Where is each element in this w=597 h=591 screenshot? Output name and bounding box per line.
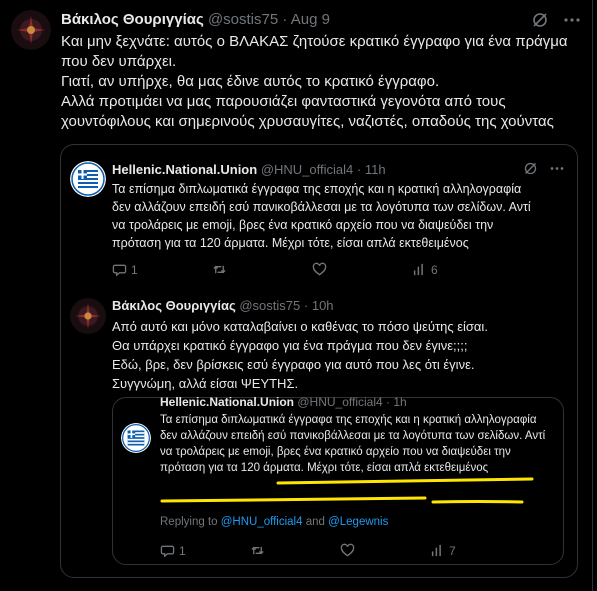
views-count: 7 xyxy=(449,543,456,558)
views-count: 6 xyxy=(431,262,438,277)
quoted-tweet-line: δεν αλλάζουν επειδή εσύ πανικοβάλλεσαι με τα λογότυπα των σελίδων. Αντί xyxy=(112,200,531,214)
main-author-name[interactable]: Βάκιλος Θουριγγίας xyxy=(61,11,204,28)
nested-author-name[interactable]: Hellenic.National.Union xyxy=(160,395,295,409)
main-tweet-line: Και μην ξεχνάτε: αυτός ο ΒΛΑΚΑΣ ζητούσε κρατικό έγγραφο για ένα πράγμα xyxy=(61,33,568,50)
reply-tweet-line: Εδώ, βρε, δεν βρίσκεις εσύ έγγραφο για αυτό που λες ότι έγινε. xyxy=(112,357,475,372)
header-separator: · xyxy=(356,162,362,177)
main-tweet-header xyxy=(61,10,330,30)
nested-quote-text xyxy=(160,412,545,476)
views-icon xyxy=(412,262,427,277)
more-icon[interactable] xyxy=(548,161,566,176)
grok-icon[interactable] xyxy=(523,161,538,176)
quoted-author-name[interactable]: Hellenic.National.Union xyxy=(112,162,258,177)
main-tweet-line: που δεν υπάρχει. xyxy=(61,53,177,70)
nested-quote-actions xyxy=(160,543,460,558)
nested-author-handle[interactable]: @HNU_official4 xyxy=(297,395,383,409)
highlight-underline xyxy=(150,470,540,510)
reply-icon xyxy=(112,262,127,277)
quoted-tweet-line: Τα επίσημα διπλωματικά έγγραφα της εποχής και η κρατική αλληλογραφία xyxy=(112,182,522,196)
avatar-quoted-author[interactable] xyxy=(70,161,106,197)
retweet-icon xyxy=(250,543,265,558)
views-icon xyxy=(430,543,445,558)
main-tweet-line: Γιατί, αν υπήρχε, θα μας έδινε αυτός το κρατικό έγγραφο. xyxy=(61,73,440,90)
like-button[interactable] xyxy=(312,262,412,277)
replying-to-label: Replying to xyxy=(160,516,221,528)
reply-tweet-line: Από αυτό και μόνο καταλαβαίνει ο καθένας το πόσο ψεύτης είσαι. xyxy=(112,319,488,334)
avatar-nested-author[interactable] xyxy=(121,423,151,453)
reply-tweet-line: Συγγνώμη, αλλά είσαι ΨΕΥΤΗΣ. xyxy=(112,376,299,391)
reply-button[interactable] xyxy=(160,543,250,558)
reply-tweet-text xyxy=(112,317,488,393)
main-author-handle[interactable]: @sostis75 xyxy=(207,11,279,28)
replying-mention[interactable]: @HNU_official4 xyxy=(220,516,303,528)
main-tweet-text xyxy=(61,32,568,132)
reply-tweet-time[interactable]: 10h xyxy=(311,298,334,313)
main-tweet-line: Αλλά προτιμάει να μας παρουσιάζει φανταστικά γεγονότα από τους xyxy=(61,93,506,110)
nested-quote-time[interactable]: 1h xyxy=(393,395,407,409)
more-icon[interactable] xyxy=(562,11,582,29)
quoted-tweet-actions xyxy=(112,262,452,277)
nested-quote-line: Τα επίσημα διπλωματικά έγγραφα της εποχής και η κρατική αλληλογραφία xyxy=(160,414,537,426)
retweet-icon xyxy=(212,262,227,277)
like-icon xyxy=(340,543,355,558)
reply-count: 1 xyxy=(131,262,138,277)
avatar-reply-author[interactable] xyxy=(70,298,106,334)
reply-author-name[interactable]: Βάκιλος Θουριγγίας xyxy=(112,298,236,313)
views-button[interactable] xyxy=(430,543,456,558)
replying-and: and xyxy=(302,516,329,528)
main-tweet-line: χουντόφιλους και σημερινούς χρυσαυγίτες, ναζιστές, οπαδούς της χούντας xyxy=(61,113,554,130)
replying-mention[interactable]: @Legewnis xyxy=(328,516,389,528)
quoted-tweet-time[interactable]: 11h xyxy=(364,162,386,177)
header-separator: · xyxy=(303,298,309,313)
quoted-tweet-header xyxy=(112,161,386,178)
quoted-author-handle[interactable]: @HNU_official4 xyxy=(260,162,354,177)
grok-icon[interactable] xyxy=(531,11,549,29)
main-tweet-date[interactable]: Aug 9 xyxy=(290,11,330,28)
column-divider xyxy=(592,0,593,591)
replying-to xyxy=(160,514,388,530)
nested-quote-line: να τρολάρεις με emoji, βρες ένα κρατικό αρχείο που να διαψεύδει την xyxy=(160,446,511,458)
quoted-tweet-text xyxy=(112,180,531,252)
like-button[interactable] xyxy=(340,543,430,558)
reply-tweet-header xyxy=(112,297,334,314)
quoted-tweet-line: πρόταση για τα 120 άρματα. Μέχρι τότε, είσαι απλά εκτεθειμένος xyxy=(112,236,469,250)
nested-quote-header xyxy=(160,394,407,410)
nested-quote-line: δεν αλλάζουν επειδή εσύ πανικοβάλλεσαι με τα λογότυπα των σελίδων. Αντί xyxy=(160,430,546,442)
header-separator: · xyxy=(386,395,391,409)
reply-icon xyxy=(160,543,175,558)
reply-count: 1 xyxy=(179,543,186,558)
views-button[interactable] xyxy=(412,262,438,277)
like-icon xyxy=(312,262,327,277)
retweet-button[interactable] xyxy=(212,262,312,277)
nested-quote-line: πρόταση για τα 120 άρματα. Μέχρι τότε, είσαι απλά εκτεθειμένος xyxy=(160,462,489,474)
reply-author-handle[interactable]: @sostis75 xyxy=(239,298,301,313)
avatar-main-author[interactable] xyxy=(11,10,51,50)
retweet-button[interactable] xyxy=(250,543,340,558)
reply-tweet-line: Θα υπάρχει κρατικό έγγραφο για ένα πράγμα που δεν έγινε;;;; xyxy=(112,338,468,353)
quoted-tweet-line: να τρολάρεις με emoji, βρες ένα κρατικό αρχείο που να διαψεύδει την xyxy=(112,218,494,232)
reply-button[interactable] xyxy=(112,262,212,277)
header-separator: · xyxy=(282,11,288,28)
